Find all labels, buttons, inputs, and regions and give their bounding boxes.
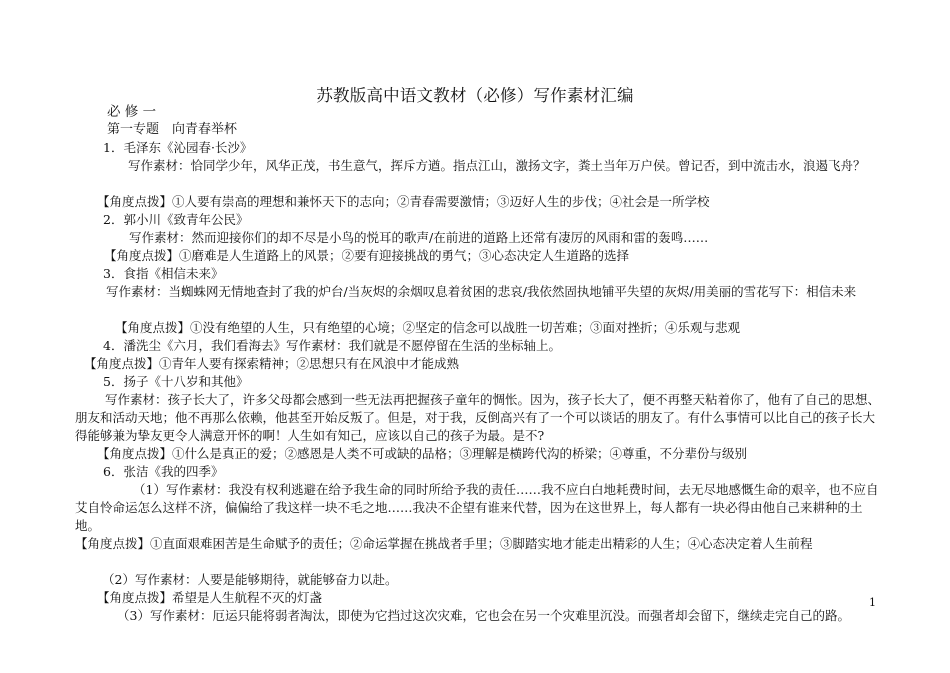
writing-material: 写作素材：然而迎接你们的却不尽是小鸟的悦耳的歌声/在前进的道路上还常有凄厉的风雨和雷的轰鸣…… xyxy=(129,230,709,245)
writing-material: 写作素材：当蜘蛛网无情地查封了我的炉台/当灰烬的余烟叹息着贫困的悲哀/我依然固执地铺平失望的灰烬/用美丽的雪花写下：相信未来 xyxy=(106,284,857,299)
item-heading: 5．扬子《十八岁和其他》 xyxy=(103,374,249,389)
angle-tip: 【角度点拨】①什么是真正的爱；②感恩是人类不可或缺的品格；③理解是横跨代沟的桥梁；④尊重，不分辈份与级别 xyxy=(97,446,748,461)
item-heading: 6．张洁《我的四季》 xyxy=(103,464,224,479)
section-heading: 必 修 一 xyxy=(107,104,157,120)
angle-tip: 【角度点拨】①没有绝望的人生，只有绝望的心境；②坚定的信念可以战胜一切苦难；③面对挫折；④乐观与悲观 xyxy=(115,320,741,335)
writing-material: （3）写作素材：厄运只能将弱者淘汰，即使为它挡过这次灾难，它也会在另一个灾难里沉没。而强者却会留下，继续走完自己的路。 xyxy=(117,608,850,623)
item-heading: 3．食指《相信未来》 xyxy=(103,266,224,281)
topic-heading: 第一专题 向青春举杯 xyxy=(107,122,238,137)
angle-tip: 【角度点拨】①青年人要有探索精神；②思想只有在风浪中才能成熟 xyxy=(84,356,460,371)
writing-material: （1）写作素材：我没有权利逃避在给予我生命的同时所给予我的责任……我不应白白地耗费时间，去无尽地感慨生命的艰辛，也不应自艾自怜命运怎么这样不济，偏偏给了我这样一块不毛之地……我决不企望有谁来代替，因为在这世界上，每人都有一块必得由他自己来耕种的土地。 xyxy=(75,482,879,534)
document-title: 苏教版高中语文教材（必修）写作素材汇编 xyxy=(316,86,634,105)
item-heading: 1．毛泽东《沁园春·长沙》 xyxy=(103,140,253,155)
angle-tip: 【角度点拨】①人要有崇高的理想和兼怀天下的志向；②青春需要激情；③迈好人生的步伐；④社会是一所学校 xyxy=(97,194,710,209)
angle-tip: 【角度点拨】①磨难是人生道路上的风景；②要有迎接挑战的勇气；③心态决定人生道路的选择 xyxy=(104,248,630,263)
angle-tip: 【角度点拨】①直面艰难困苦是生命赋予的责任；②命运掌握在挑战者手里；③脚踏实地才能走出精彩的人生；④心态决定着人生前程 xyxy=(75,536,813,551)
writing-material: 写作素材：恰同学少年，风华正茂，书生意气，挥斥方遒。指点江山，激扬文字，粪土当年万户侯。曾记否，到中流击水，浪遏飞舟？ xyxy=(128,158,866,173)
angle-tip: 【角度点拨】希望是人生航程不灭的灯盏 xyxy=(97,590,323,605)
writing-material: 写作素材：孩子长大了，许多父母都会感到一些无法再把握孩子童年的惆怅。因为，孩子长大了，便不再整天粘着你了，他有了自己的思想、朋友和活动天地；他不再那么依赖，他甚至开始反叛了。但是，对于我，反倒高兴有了一个可以谈话的朋友了。有什么事情可以比自己的孩子长大得能够兼为挚友更令人满意开怀的啊！人生如有知己，应该以自己的孩子为最。是不? xyxy=(75,392,881,444)
item-heading: 2．郭小川《致青年公民》 xyxy=(103,212,249,227)
page-number: 1 xyxy=(869,596,876,609)
item-heading: 4．潘洗尘《六月，我们看海去》写作素材：我们就是不愿停留在生活的坐标轴上。 xyxy=(103,338,561,353)
writing-material: （2）写作素材：人要是能够期待，就能够奋力以赴。 xyxy=(102,572,398,587)
